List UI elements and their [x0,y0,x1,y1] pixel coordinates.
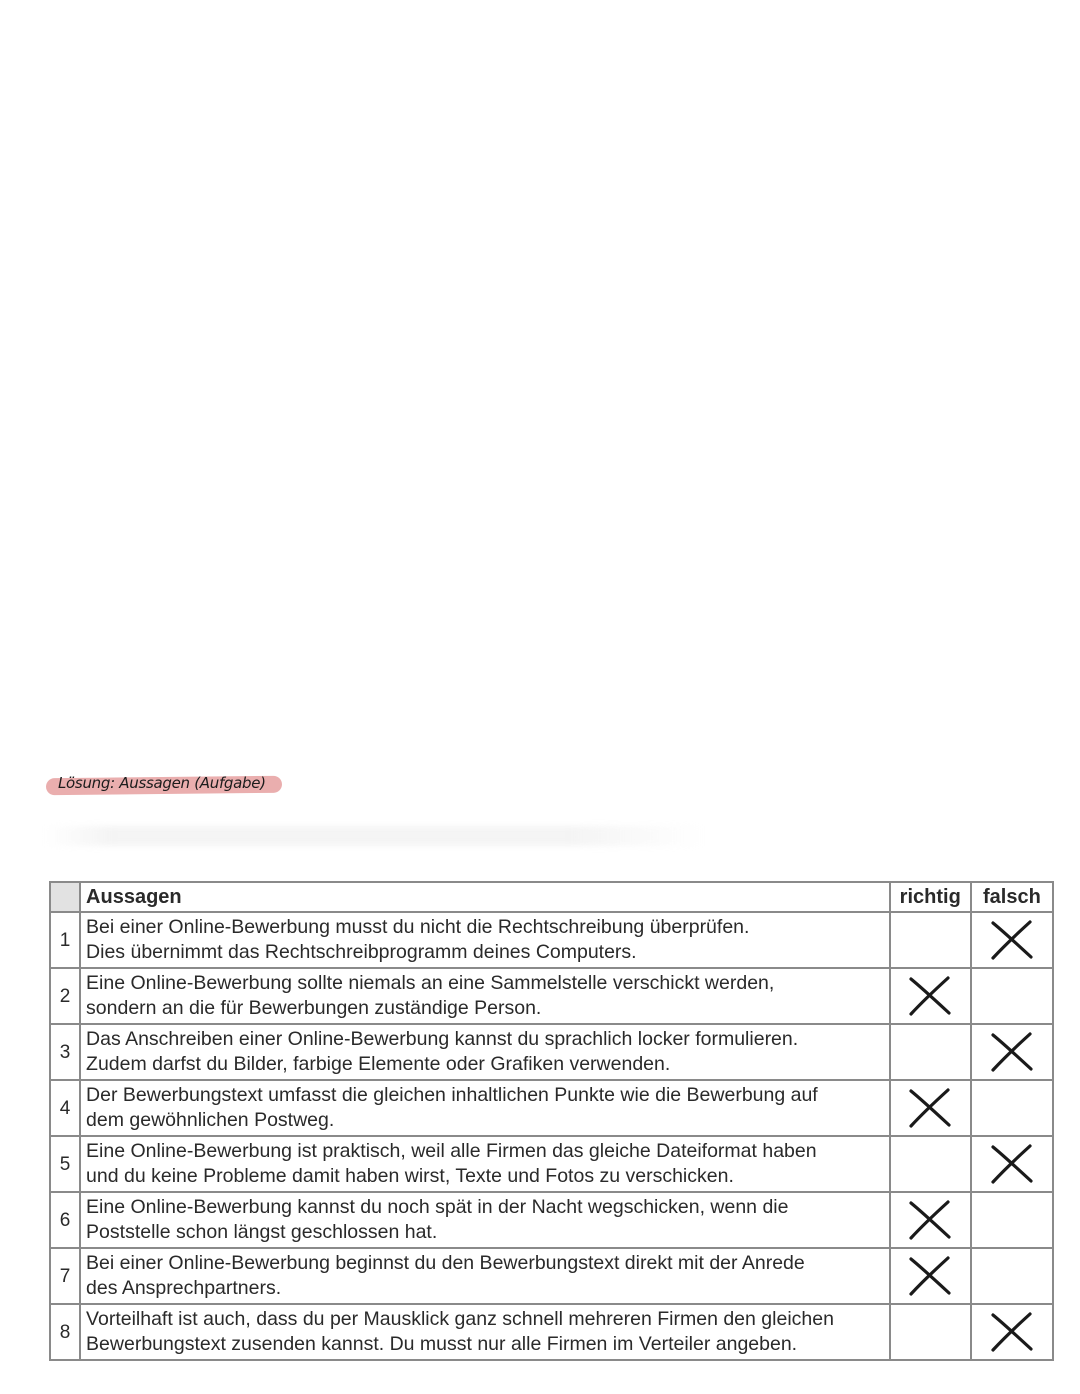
row-number: 6 [50,1192,80,1248]
table-body [50,912,1053,1360]
cross-mark-icon [906,974,954,1018]
statement-line: Bewerbungstext zusenden kannst. Du musst nur alle Firmen im Verteiler angeben. [86,1332,798,1355]
table-row [50,1248,1053,1304]
false-cell[interactable] [971,912,1053,968]
faint-smudge [44,826,704,846]
false-cell[interactable] [971,1136,1053,1192]
false-cell[interactable] [971,1080,1053,1136]
table-row [50,968,1053,1024]
header-statements: Aussagen [80,882,890,912]
row-number: 7 [50,1248,80,1304]
cross-mark-icon [988,918,1036,962]
statement-line: dem gewöhnlichen Postweg. [86,1108,335,1131]
statement-line: Zudem darfst du Bilder, farbige Elemente oder Grafiken verwenden. [86,1052,671,1075]
table-row [50,1192,1053,1248]
header-number-cell [50,882,80,912]
true-cell[interactable] [890,1080,971,1136]
row-number: 2 [50,968,80,1024]
row-number: 8 [50,1304,80,1360]
table-row [50,1024,1053,1080]
false-cell[interactable] [971,968,1053,1024]
row-statement [80,1136,890,1192]
row-statement [80,1080,890,1136]
cross-mark-icon [906,1254,954,1298]
false-cell[interactable] [971,1248,1053,1304]
statement-line: und du keine Probleme damit haben wirst, Texte und Fotos zu verschicken. [86,1164,734,1187]
statement-line: sondern an die für Bewerbungen zuständige Person. [86,996,542,1019]
false-cell[interactable] [971,1192,1053,1248]
cross-mark-icon [906,1198,954,1242]
row-number: 1 [50,912,80,968]
table-row [50,1136,1053,1192]
row-statement [80,1248,890,1304]
table-row [50,912,1053,968]
row-statement [80,1304,890,1360]
cross-mark-icon [988,1030,1036,1074]
statement-line: Vorteilhaft ist auch, dass du per Mausklick ganz schnell mehreren Firmen den gleichen [86,1307,834,1330]
true-cell[interactable] [890,1024,971,1080]
cross-mark-icon [988,1310,1036,1354]
row-statement [80,1024,890,1080]
cross-mark-icon [906,1086,954,1130]
statement-line: Eine Online-Bewerbung kannst du noch spät in der Nacht wegschicken, wenn die [86,1195,789,1218]
row-number: 5 [50,1136,80,1192]
heading-text: Lösung: Aussagen (Aufgabe) [58,774,266,792]
statement-line: des Ansprechpartners. [86,1276,282,1299]
header-true: richtig [890,882,971,912]
false-cell[interactable] [971,1024,1053,1080]
row-statement [80,968,890,1024]
statements-table [49,881,1054,1361]
true-cell[interactable] [890,1136,971,1192]
true-cell[interactable] [890,912,971,968]
row-number: 4 [50,1080,80,1136]
solution-heading [46,773,282,797]
statement-line: Das Anschreiben einer Online-Bewerbung kannst du sprachlich locker formulieren. [86,1027,799,1050]
true-cell[interactable] [890,1248,971,1304]
statement-line: Eine Online-Bewerbung ist praktisch, weil alle Firmen das gleiche Dateiformat haben [86,1139,817,1162]
statement-line: Der Bewerbungstext umfasst die gleichen inhaltlichen Punkte wie die Bewerbung auf [86,1083,818,1106]
table-row [50,1080,1053,1136]
true-cell[interactable] [890,968,971,1024]
statement-line: Dies übernimmt das Rechtschreibprogramm deines Computers. [86,940,637,963]
statement-line: Poststelle schon längst geschlossen hat. [86,1220,438,1243]
row-number: 3 [50,1024,80,1080]
true-cell[interactable] [890,1192,971,1248]
row-statement [80,912,890,968]
header-false: falsch [971,882,1053,912]
table-header-row [50,882,1053,912]
table-row [50,1304,1053,1360]
statement-line: Bei einer Online-Bewerbung beginnst du den Bewerbungstext direkt mit der Anrede [86,1251,805,1274]
false-cell[interactable] [971,1304,1053,1360]
cross-mark-icon [988,1142,1036,1186]
row-statement [80,1192,890,1248]
statement-line: Bei einer Online-Bewerbung musst du nicht die Rechtschreibung überprüfen. [86,915,750,938]
true-cell[interactable] [890,1304,971,1360]
statement-line: Eine Online-Bewerbung sollte niemals an eine Sammelstelle verschickt werden, [86,971,775,994]
